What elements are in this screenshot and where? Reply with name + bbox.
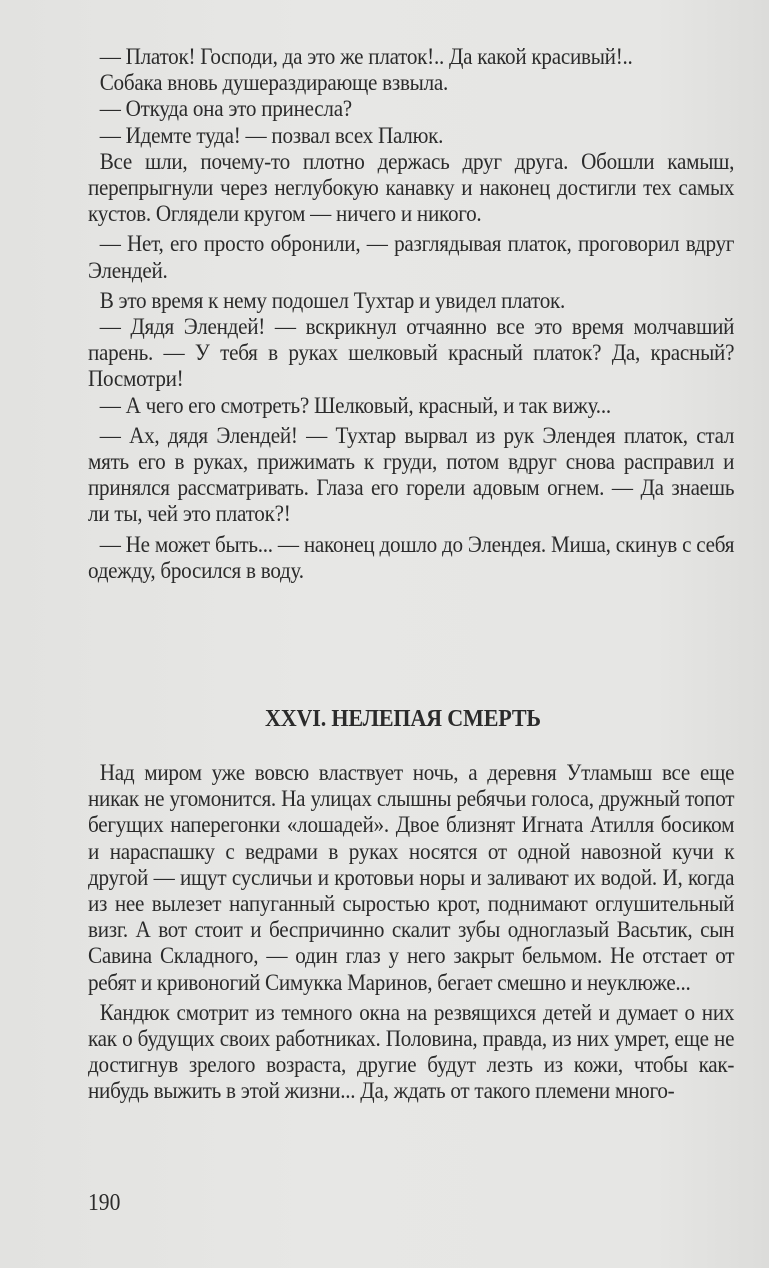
paragraph: — Откуда она это принесла? [99,96,352,123]
paragraph: — Дядя Элендей! — вскрикнул отчаянно все это время молчавший парень. — У тебя в руках шелковый красный платок? Да, красный? Посмотри! [88,314,735,393]
paragraph: Все шли, почему-то плотно держась друг друга. Обошли камыш, перепрыгнули через неглубокую канавку и наконец достигли тех самых кустов. Оглядели кругом — ничего и никого. [88,148,735,228]
text-section-before-chapter [88,44,735,584]
text-section-after-chapter [88,760,735,1105]
paragraph: — Ах, дядя Элендей! — Тухтар вырвал из рук Элендея платок, стал мять его в руках, прижимать к груди, потом вдруг снова расправил и принялся рассматривать. Глаза его горели адовым огнем. — Да знаешь ли ты, чей это платок?! [88,422,735,528]
paragraph: Кандюк смотрит из темного окна на резвящихся детей и думает о них как о будущих своих работниках. Половина, правда, из них умрет, еще не достигнув зрелого возраста, другие будут лезть из кожи, чтобы как-нибудь выжить в этой жизни... Да, ждать от такого племени много- [88,999,735,1105]
paragraph: — Нет, его просто обронили, — разглядывая платок, проговорил вдруг Элендей. [88,231,735,284]
paragraph: Собака вновь душераздирающе взвыла. [99,70,449,97]
paragraph: — Платок! Господи, да это же платок!.. Да какой красивый!.. [99,44,633,70]
paragraph: — Не может быть... — наконец дошло до Элендея. Миша, скинув с себя одежду, бросился в воду. [88,531,735,584]
paragraph: Над миром уже вовсю властвует ночь, а деревня Утламыш все еще никак не угомонится. На улицах слышны ребячьи голоса, дружный топот бегущих наперегонки «лошадей». Двое близнят Игната Атилля босиком и нараспашку с ведрами в руках носятся от одной навозной кучи к другой — ищут сусличьи и кротовьи норы и заливают их водой. И, когда из нее вылезет напуганный сыростью крот, поднимают оглушительный визг. А вот стоит и беспричинно скалит зубы одноглазый Васьтик, сын Савина Складного, — один глаз у него закрыт бельмом. Не отстает от ребят и кривоногий Симукка Маринов, бегает смешно и неуклюже... [88,760,735,996]
paragraph: В это время к нему подошел Тухтар и увидел платок. [99,287,566,314]
paragraph: — Идемте туда! — позвал всех Палюк. [99,122,444,149]
paragraph: — А чего его смотреть? Шелковый, красный, и так вижу... [99,392,611,419]
page-number: 190 [88,1190,121,1216]
chapter-title: XXVI. НЕЛЕПАЯ СМЕРТЬ [265,706,541,732]
